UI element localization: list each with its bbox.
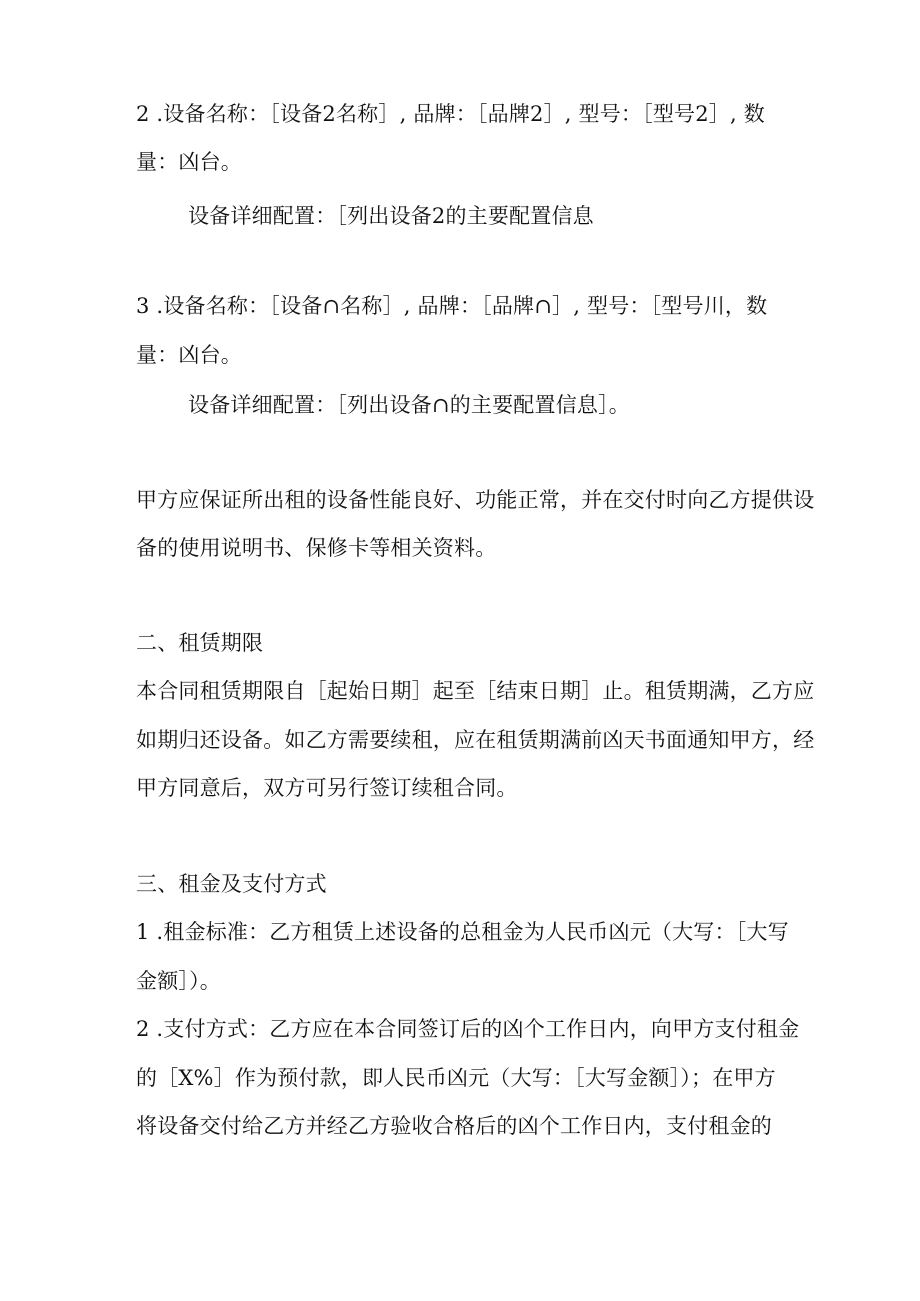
guarantee-line1: 甲方应保证所出租的设备性能良好、功能正常，并在交付时向乙方提供设 <box>136 488 815 512</box>
item3-line1: 3 .设备名称：［设备∩名称］, 品牌：［品牌∩］, 型号：［型号川，数 <box>136 294 768 318</box>
item2-line1: 2 .设备名称：［设备2名称］, 品牌：［品牌2］, 型号：［型号2］, 数 <box>136 102 765 126</box>
section3-clause1-line2: 金额］）。 <box>136 969 221 993</box>
item2-line2: 量：凶台。 <box>136 150 242 174</box>
item3-config: 设备详细配置：［列出设备∩的主要配置信息］。 <box>188 393 630 417</box>
section2-line2: 如期归还设备。如乙方需要续租，应在租赁期满前凶天书面通知甲方，经 <box>136 728 815 752</box>
section3-clause2-line1: 2 .支付方式：乙方应在本合同签订后的凶个工作日内，向甲方支付租金 <box>136 1017 800 1041</box>
section3-heading: 三、租金及支付方式 <box>136 872 327 896</box>
section3-clause2-line3: 将设备交付给乙方并经乙方验收合格后的凶个工作日内，支付租金的 <box>136 1114 772 1138</box>
section2-line1: 本合同租赁期限自［起始日期］起至［结束日期］止。租赁期满，乙方应 <box>136 679 815 703</box>
section3-clause2-line2: 的［X%］作为预付款，即人民币凶元（大写：［大写金额］）；在甲方 <box>136 1066 776 1090</box>
guarantee-line2: 备的使用说明书、保修卡等相关资料。 <box>136 536 497 560</box>
item3-line2: 量：凶台。 <box>136 343 242 367</box>
section2-line3: 甲方同意后，双方可另行签订续租合同。 <box>136 776 518 800</box>
section3-clause1-line1: 1 .租金标准：乙方租赁上述设备的总租金为人民币凶元（大写：［大写 <box>136 920 789 944</box>
item2-config: 设备详细配置：［列出设备2的主要配置信息 <box>188 204 594 228</box>
section2-heading: 二、租赁期限 <box>136 631 264 655</box>
